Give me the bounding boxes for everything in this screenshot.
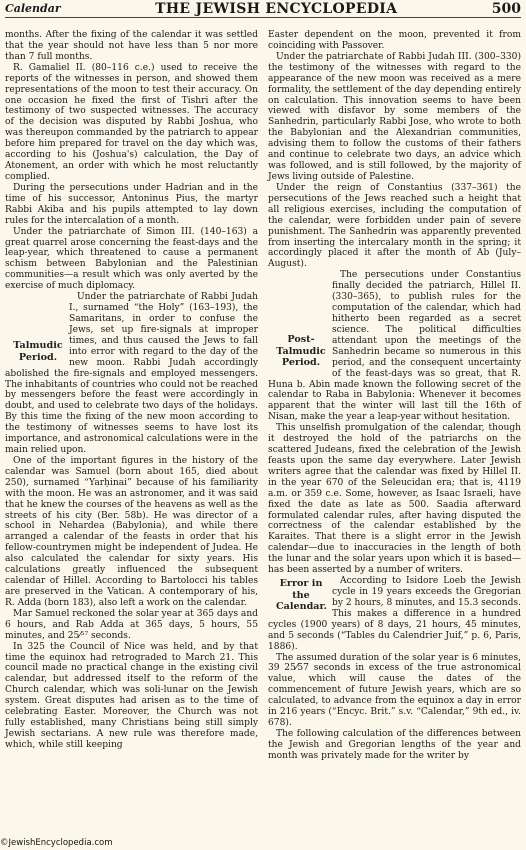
- running-head-topic: Calendar: [5, 2, 61, 15]
- side-heading-line: Calendar.: [276, 601, 328, 613]
- paragraph: Easter dependent on the moon, prevented it from coinciding with Passover.: [268, 30, 521, 51]
- footer-copyright: [0, 838, 113, 848]
- side-heading-error-in-the-calendar: [268, 578, 326, 613]
- paragraph: Under the patriarchate of Simon III. (140–163) a great quarrel arose concerning the feast-days and the leap-year, which threatened to cause a permanent schism between Babylonian and the Palestinian communities—a result which was only averted by the exercise of much diplomacy.: [5, 226, 258, 292]
- paragraph-text: According to Isidore Loeb the Jewish cycle in 19 years exceeds the Gregorian by 2 hours, 8 minutes, and 15.3 seconds. This makes a difference in a hundred cycles (1900 years) of 8 days, 21 hours, 45 minutes, and 5 seconds (“Tables du Calendrier Juif,” p. 6, Paris, 1886).: [268, 576, 521, 652]
- side-heading-line: Talmudic: [13, 340, 63, 352]
- right-column: [268, 30, 521, 762]
- paragraph: The assumed duration of the solar year is 6 minutes, 39 25⁄57 seconds in excess of the true astronomical value, which will cause the dates of the commencement of future Jewish years, which are so calculated, to advance from the equinox a day in error in 216 years (“Encyc. Brit.” s.v. “Calendar,” 9th ed., iv. 678).: [268, 652, 521, 729]
- paragraph: R. Gamaliel II. (80–116 c.e.) used to receive the reports of the witnesses in person, and showed them representations of the moon to test their accuracy. On one occasion he fixed the first of Tishri after the testimony of two suspected witnesses. The accuracy of the decision was disputed by Rabbi Joshua, who was thereupon commanded by the patriarch to appear before him prepared for travel on the day which was, according to his (Joshua's) calculation, the Day of Atonement, an order with which he most reluctantly complied.: [5, 62, 258, 182]
- running-head-title: THE JEWISH ENCYCLOPEDIA: [155, 0, 398, 17]
- side-heading-line: Post-: [287, 334, 315, 346]
- paragraph: [5, 292, 258, 456]
- paragraph: [268, 270, 521, 423]
- page-header: [5, 0, 521, 18]
- paragraph: months. After the fixing of the calendar it was settled that the year should not have less than 5 nor more than 7 full months.: [5, 30, 258, 62]
- side-heading-line: Period.: [18, 351, 58, 363]
- copyright-text: ©JewishEncyclopedia.com: [0, 838, 113, 848]
- paragraph: One of the important figures in the history of the calendar was Samuel (born about 165, died about 250), surnamed “Yarḥinai” because of his familiarity with the moon. He was an astronomer, and it was said that he knew the courses of the heavens as well as the streets of his city (Ber. 58b). He was director of a school in Nehardea (Babylonia), and while there arranged a calendar of the feasts in order that his fellow-countrymen might be independent of Judea. He also calculated the calendar for sixty years. His calculations greatly influenced the subsequent calendar of Hillel. According to Bartolocci his tables are preserved in the Vatican. A contemporary of his, R. Adda (born 183), also left a work on the calendar.: [5, 455, 258, 608]
- side-heading-talmudic-period: [5, 340, 63, 363]
- side-heading-line: Period.: [281, 357, 321, 369]
- paragraph: Under the reign of Constantius (337–361) the persecutions of the Jews reached such a height that all religious exercises, including the computation of the calendar, were forbidden under pain of severe punishment. The Sanhedrin was apparently prevented from inserting the intercalary month in the spring; it accordingly placed it after the month of Ab (July–August).: [268, 182, 521, 270]
- paragraph: [268, 576, 521, 652]
- paragraph-text: Under the patriarchate of Rabbi Judah I., surnamed “the Holy” (163–193), the Samaritans, in order to confuse the Jews, set up fire-signals at improper times, and thus caused the Jews to fall into error with regard to the day of the new moon. Rabbi Judah accordingly abolished the fire-signals and employed messengers. The inhabitants of countries who could not be reached by messengers before the feast were accordingly in doubt, and used to celebrate two days of the holidays. By this time the fixing of the new moon according to the testimony of witnesses seems to have lost its importance, and astronomical calculations were in the main relied upon.: [5, 292, 258, 456]
- side-heading-line: Talmudic: [276, 345, 326, 357]
- side-heading-line: the: [292, 589, 310, 601]
- paragraph: Under the patriarchate of Rabbi Judah III. (300–330) the testimony of the witnesses with regard to the appearance of the new moon was received as a mere formality, the settlement of the day depending entirely on calculation. This innovation seems to have been viewed with disfavor by some members of the Sanhedrin, particularly Rabbi Jose, who wrote to both the Babylonian and the Alexandrian communities, advising them to follow the customs of their fathers and continue to celebrate two days, an advice which was followed, and is still followed, by the majority of Jews living outside of Palestine.: [268, 51, 521, 182]
- side-heading-line: Error in: [279, 578, 323, 590]
- side-heading-post-talmudic-period: [268, 334, 326, 369]
- paragraph: In 325 the Council of Nice was held, and by that time the equinox had retrograded to March 21. This council made no practical change in the existing civil calendar, but addressed itself to the reform of the Church calendar, which was soli-lunar on the Jewish system. Great disputes had arisen as to the time of celebrating Easter. Moreover, the Church was not fully established, many Christians being still simply Jewish sectarians. A new rule was therefore made, which, while still keeping: [5, 641, 258, 750]
- page-number: 500: [491, 0, 521, 17]
- paragraph: During the persecutions under Hadrian and in the time of his successor, Antoninus Pius, the martyr Rabbi Akiba and his pupils attempted to lay down rules for the intercalation of a month.: [5, 182, 258, 226]
- paragraph: The following calculation of the differences between the Jewish and Gregorian lengths of the year and month was privately made for the writer by: [268, 729, 521, 761]
- paragraph: This unselfish promulgation of the calendar, though it destroyed the hold of the patriarchs on the scattered Judeans, fixed the celebration of the Jewish feasts upon the same day everywhere. Later Jewish writers agree that the calendar was fixed by Hillel II. in the year 670 of the Seleucidan era; that is, 4119 a.m. or 359 c.e. Some, however, as Isaac Israeli, have fixed the date as late as 500. Saadia afterward formulated calendar rules, after having disputed the correctness of the calendar established by the Karaites. That there is a slight error in the Jewish calendar—due to inaccuracies in the length of both the lunar and the solar years upon which it is based—has been asserted by a number of writers.: [268, 423, 521, 576]
- paragraph-text: The persecutions under Constantius finally decided the patriarch, Hillel II. (330–365), to publish rules for the computation of the calendar, which had hitherto been regarded as a secret science. The political difficulties attendant upon the meetings of the Sanhedrin became so numerous in this period, and the consequent uncertainty of the feast-days was so great, that R. Huna b. Abin made known the following secret of the calendar to Raba in Babylonia: Whenever it becomes apparent that the winter will last till the 16th of Nisan, make the year a leap-year without hesitation.: [268, 270, 521, 423]
- paragraph: Mar Samuel reckoned the solar year at 365 days and 6 hours, and Rab Adda at 365 days, 5 hours, 55 minutes, and 25⁄⁵⁷ seconds.: [5, 608, 258, 641]
- left-column: [5, 30, 258, 751]
